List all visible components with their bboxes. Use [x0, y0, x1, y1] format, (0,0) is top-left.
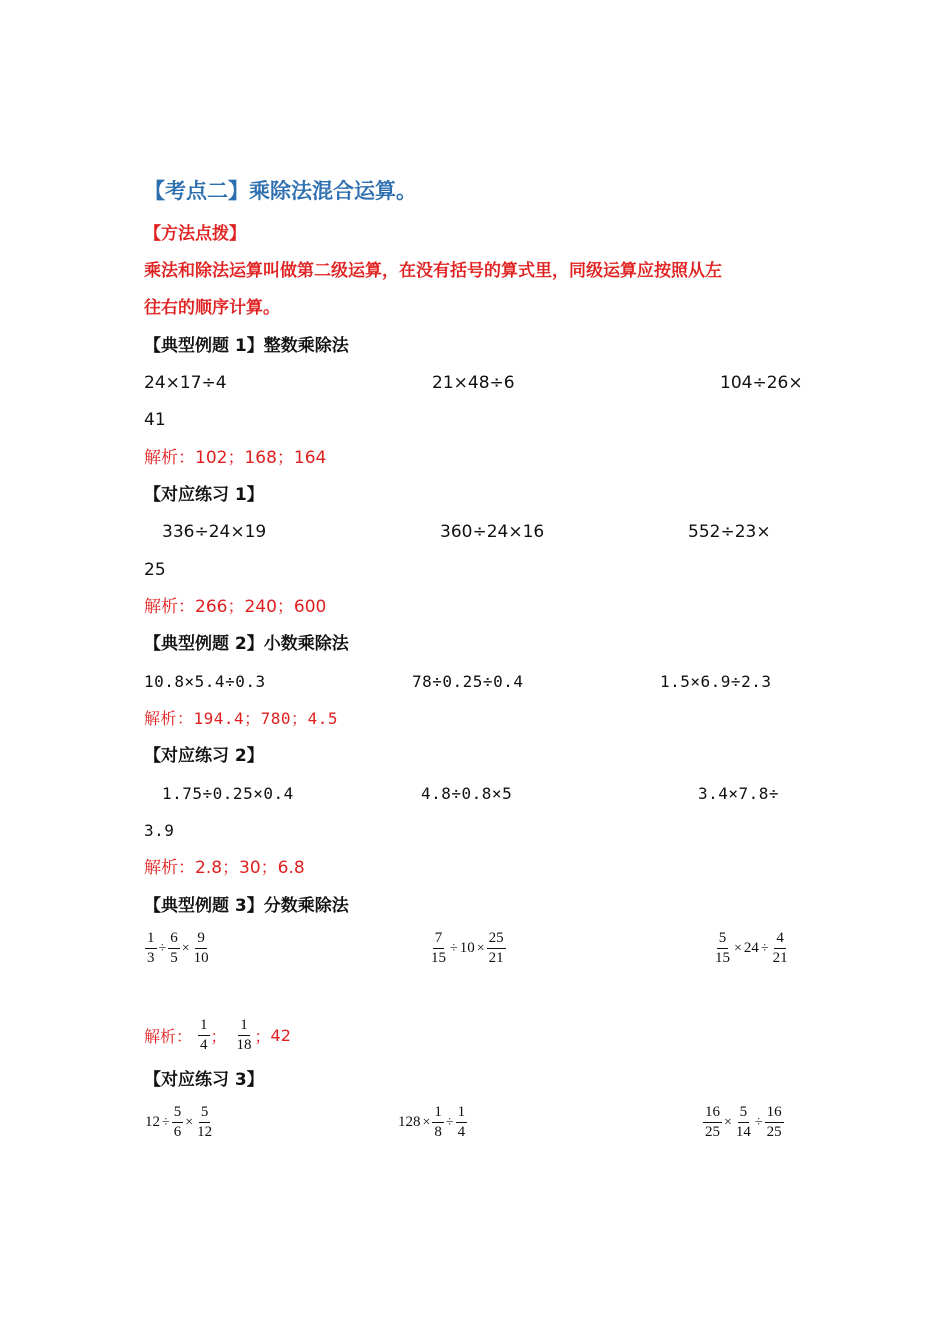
practice2-title: 【对应练习 2】: [144, 746, 264, 766]
practice1-q3-cont: 25: [144, 560, 166, 580]
example2-title: 【典型例题 2】小数乘除法: [144, 634, 349, 654]
example3-q1: $\frac{1}{3}$ ÷ $\frac{6}{5}$ × $\frac{9}{10}$: [147, 930, 209, 966]
practice3-title: 【对应练习 3】: [144, 1070, 264, 1090]
example2-answer: 解析：194.4；780；4.5: [144, 709, 338, 728]
practice1-title: 【对应练习 1】: [144, 485, 264, 505]
method-text-line1: 乘法和除法运算叫做第二级运算，在没有括号的算式里，同级运算应按照从左: [144, 261, 722, 281]
practice2-q2: 4.8÷0.8×5: [421, 784, 513, 803]
section-heading: 【考点二】乘除法混合运算。: [144, 179, 417, 203]
example3-title: 【典型例题 3】分数乘除法: [144, 896, 349, 916]
practice1-q1: 336÷24×19: [162, 522, 267, 542]
example2-q1: 10.8×5.4÷0.3: [144, 672, 266, 691]
example1-q1: 24×17÷4: [144, 373, 227, 393]
example3-q2: $\frac{7}{15}$ ÷ 10 × $\frac{25}{21}$: [431, 930, 504, 966]
example3-q3: $\frac{5}{15}$ × 24 ÷ $\frac{4}{21}$: [715, 930, 788, 966]
practice2-q3-cont: 3.9: [144, 821, 175, 840]
practice2-answer: 解析：2.8；30；6.8: [144, 858, 305, 878]
practice2-q3: 3.4×7.8÷: [698, 784, 780, 803]
practice2-q1: 1.75÷0.25×0.4: [162, 784, 294, 803]
example2-q2: 78÷0.25÷0.4: [412, 672, 524, 691]
practice3-q1: 12 ÷ $\frac{5}{6}$ × $\frac{5}{12}$: [145, 1104, 213, 1140]
practice1-q3: 552÷23×: [688, 522, 771, 542]
example1-q3: 104÷26×: [720, 373, 803, 393]
example1-q2: 21×48÷6: [432, 373, 515, 393]
example1-answer: 解析：102；168；164: [144, 448, 327, 468]
example1-title: 【典型例题 1】整数乘除法: [144, 336, 349, 356]
example2-q3: 1.5×6.9÷2.3: [660, 672, 772, 691]
example3-answer: 解析： $\frac{1}{4}$ ； $\frac{1}{18}$ ； 42: [144, 1017, 291, 1053]
practice3-q2: 128 × $\frac{1}{8}$ ÷ $\frac{1}{4}$: [398, 1104, 466, 1140]
practice3-q3: $\frac{16}{25}$ × $\frac{5}{14}$ ÷ $\frac{16}{25}$: [705, 1104, 782, 1140]
method-label: 【方法点拨】: [144, 224, 246, 244]
practice1-answer: 解析：266；240；600: [144, 597, 327, 617]
example1-q3-cont: 41: [144, 410, 166, 430]
method-text-line2: 往右的顺序计算。: [144, 298, 280, 318]
practice1-q2: 360÷24×16: [440, 522, 545, 542]
